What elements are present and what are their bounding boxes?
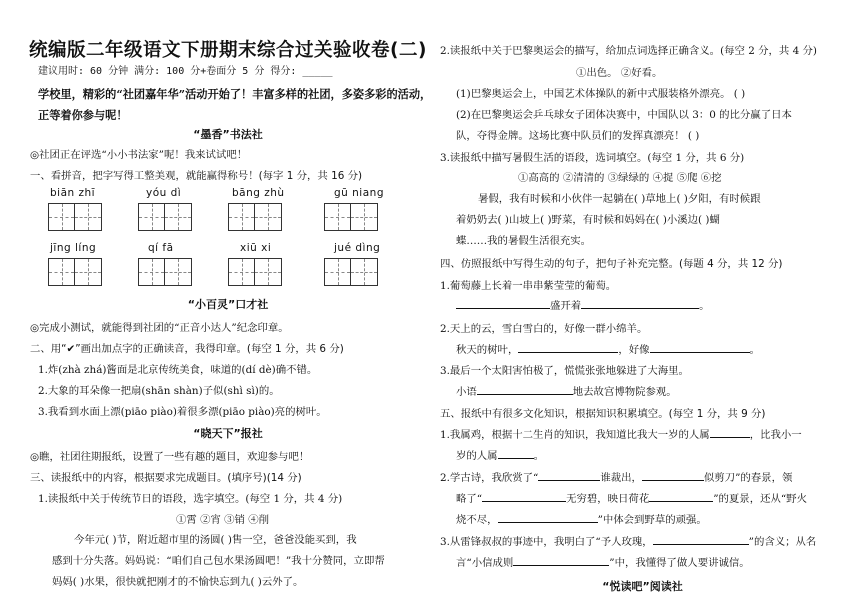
q5-item-2a: 2.学古诗，我欣赏了“ 谁裁出， 似剪刀”的春景，领	[440, 472, 793, 484]
q4-answer-2: 秋天的树叶， ，好像 。	[456, 344, 760, 356]
answer-blank[interactable]	[710, 427, 750, 438]
answer-blank[interactable]	[653, 534, 749, 545]
answer-blank[interactable]	[498, 512, 598, 523]
writing-grid-2[interactable]	[138, 203, 192, 231]
writing-grid-4[interactable]	[324, 203, 378, 231]
club-calligraphy-title: “墨香”书法社	[193, 128, 263, 141]
q3-para-1: 今年元( )节，附近超市里的汤圆( )售一空，爸爸没能买到，我	[74, 534, 357, 546]
q3-sub-3-options: ①高高的 ②清清的 ③绿绿的 ④捉 ⑤爬 ⑥挖	[518, 172, 722, 184]
q4-sentence-2: 2.天上的云，雪白雪白的，好像一群小绵羊。	[440, 323, 648, 335]
answer-blank[interactable]	[642, 470, 704, 481]
club-speech-title: “小百灵”口才社	[187, 298, 269, 311]
q4-answer-3: 小语 地去故宫博物院参观。	[456, 386, 677, 398]
pinyin-2: yóu dì	[146, 187, 182, 199]
q3-para-2: 感到十分失落。妈妈说：“咱们自己包水果汤圆吧！”我十分赞同，立即帮	[52, 555, 385, 567]
club-newspaper-title: “晓天下”报社	[193, 427, 263, 440]
answer-blank[interactable]	[650, 342, 750, 353]
q3-sub-1: 1.读报纸中关于传统节日的语段，选字填空。(每空 1 分，共 4 分)	[38, 493, 343, 505]
q5-item-1a: 1.我属鸡，根据十二生肖的知识，我知道比我大一岁的人属 ，比我小一	[440, 429, 802, 441]
writing-grid-5[interactable]	[48, 258, 102, 286]
q4-sentence-3: 3.最后一个太阳害怕极了，慌慌张张地躲进了大海里。	[440, 365, 689, 377]
q5-item-1b: 岁的人属 。	[456, 450, 544, 462]
answer-blank[interactable]	[538, 470, 600, 481]
q3-sub-3: 3.读报纸中描写暑假生活的语段，选词填空。(每空 1 分，共 6 分)	[440, 152, 745, 164]
pinyin-5: jīng líng	[50, 242, 97, 254]
pinyin-6: qí fā	[148, 242, 174, 254]
writing-grid-7[interactable]	[228, 258, 282, 286]
q3-sub-2-options: ①出色。 ②好看。	[576, 67, 663, 79]
q2-line-2: 2.大象的耳朵像一把扇(shān shàn)子似(shì sì)的。	[38, 385, 280, 397]
pinyin-4: gū niang	[334, 187, 384, 199]
writing-grid-8[interactable]	[324, 258, 378, 286]
q3-sub-2-item-2a: (2)在巴黎奥运会乒乓球女子团体决赛中，中国队以 3：0 的比分赢了日本	[456, 109, 792, 121]
answer-blank[interactable]	[581, 298, 699, 309]
q5-item-3a: 3.从雷锋叔叔的事迹中，我明白了“予人玫瑰， ”的含义；从名	[440, 536, 817, 548]
q3-sub-3-para-1: 暑假，我有时候和小伙伴一起躺在( )草地上( )夕阳，有时候跟	[478, 193, 761, 205]
answer-blank[interactable]	[498, 448, 534, 459]
exam-meta: 建议用时: 60 分钟 满分: 100 分+卷面分 5 分 得分: _____	[38, 66, 333, 77]
question-1: 一、看拼音，把字写得工整美观，就能赢得称号！(每字 1 分，共 16 分)	[30, 170, 363, 182]
q4-answer-1: 盛开着 。	[456, 297, 710, 312]
page-title: 统编版二年级语文下册期末综合过关验收卷(二)	[29, 40, 427, 61]
pinyin-8: jué dìng	[334, 242, 381, 254]
writing-grid-6[interactable]	[138, 258, 192, 286]
club-newspaper-task: ◎瞧，社团往期报纸，设置了一些有趣的题目，欢迎参与吧！	[30, 451, 310, 463]
q4-sentence-1: 1.葡萄藤上长着一串串紫莹莹的葡萄。	[440, 280, 617, 292]
pinyin-3: bāng zhù	[232, 187, 285, 199]
q3-sub-3-para-3: 蝶……我的暑假生活很充实。	[456, 235, 592, 247]
writing-grid-1[interactable]	[48, 203, 102, 231]
intro-paragraph: 学校里，精彩的“社团嘉年华”活动开始了！丰富多样的社团，多姿多彩的活动，正等着你参与呢！	[38, 87, 432, 122]
writing-grid-3[interactable]	[228, 203, 282, 231]
q3-sub-3-para-2: 着奶奶去( )山坡上( )野菜，有时候和妈妈在( )小溪边( )蝴	[456, 214, 720, 226]
q3-sub-2-item-1: (1)巴黎奥运会上，中国艺术体操队的新中式服装格外漂亮。 ( )	[456, 88, 746, 100]
club-calligraphy-task: ◎社团正在评选“小小书法家”呢！我来试试吧！	[30, 149, 248, 161]
answer-blank[interactable]	[456, 298, 550, 309]
pinyin-7: xiū xi	[240, 242, 272, 254]
q3-para-3: 妈妈( )水果，很快就把刚才的不愉快忘到九( )云外了。	[52, 576, 304, 588]
question-5: 五、报纸中有很多文化知识，根据知识积累填空。(每空 1 分，共 9 分)	[440, 408, 766, 420]
answer-blank[interactable]	[649, 491, 713, 502]
club-speech-task: ◎完成小测试，就能得到社团的“正音小达人”纪念印章。	[30, 322, 289, 334]
question-2: 二、用“✔”画出加点字的正确读音，我得印章。(每空 1 分，共 6 分)	[30, 343, 344, 355]
q2-line-3: 3.我看到水面上漂(piāo piào)着很多漂(piāo piào)亮的树叶。	[38, 406, 327, 418]
q3-sub-2: 2.读报纸中关于巴黎奥运会的描写，给加点词选择正确含义。(每空 2 分，共 4 分)	[440, 45, 817, 57]
question-3: 三、读报纸中的内容，根据要求完成题目。(填序号)(14 分)	[30, 472, 302, 484]
q3-sub-2-item-2b: 队，夺得金牌。这场比赛中队员们的发挥真漂亮！ ( )	[456, 130, 700, 142]
q5-item-2b: 略了“ 无穷碧，映日荷花 ”的夏景，还从“野火	[456, 493, 807, 505]
q5-item-2c: 烧不尽， ”中体会到野草的顽强。	[456, 514, 707, 526]
answer-blank[interactable]	[518, 342, 618, 353]
answer-blank[interactable]	[513, 555, 609, 566]
q2-line-1: 1.炸(zhà zhá)酱面是北京传统美食，味道的(dí dè)确不错。	[38, 364, 318, 376]
club-reading-title: “悦读吧”阅读社	[602, 580, 683, 593]
answer-blank[interactable]	[482, 491, 566, 502]
q3-options: ①霄 ②宵 ③销 ④削	[176, 514, 270, 526]
question-4: 四、仿照报纸中写得生动的句子，把句子补充完整。(每题 4 分，共 12 分)	[440, 258, 783, 270]
pinyin-1: biān zhī	[50, 187, 96, 199]
answer-blank[interactable]	[477, 384, 573, 395]
q5-item-3b: 言“小信成则 ”中，我懂得了做人要讲诚信。	[456, 557, 750, 569]
